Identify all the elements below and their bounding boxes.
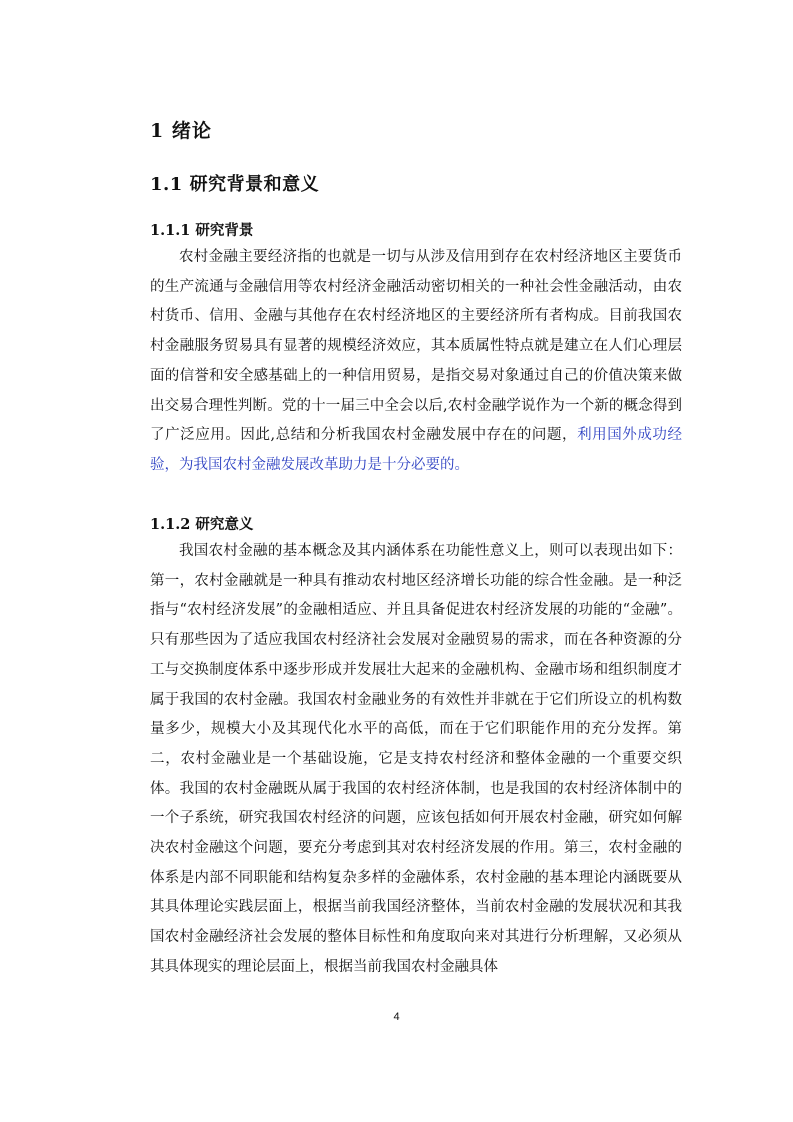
- paragraph-research-background: [150, 243, 682, 481]
- paragraph-research-significance: 我国农村金融的基本概念及其内涵体系在功能性意义上，则可以表现出如下：第一，农村金融就是一种具有推动农村地区经济增长功能的综合性金融。是一种泛指与“农村经济发展”的金融相适应、并且具备促进农村经济发展的功能的“金融”。只有那些因为了适应我国农村经济社会发展对金融贸易的需求，而在各种资源的分工与交换制度体系中逐步形成并发展壮大起来的金融机构、金融市场和组织制度才属于我国的农村金融。我国农村金融业务的有效性并非就在于它们所设立的机构数量多少，规模大小及其现代化水平的高低，而在于它们职能作用的充分发挥。第二，农村金融业是一个基础设施，它是支持农村经济和整体金融的一个重要交织体。我国的农村金融既从属于我国的农村经济体制，也是我国的农村经济体制中的一个子系统，研究我国农村经济的问题，应该包括如何开展农村金融，研究如何解决农村金融这个问题，要充分考虑到其对农村经济发展的作用。第三，农村金融的体系是内部不同职能和结构复杂多样的金融体系，农村金融的基本理论内涵既要从其具体理论实践层面上，根据当前我国经济整体，当前农村金融的发展状况和其我国农村金融经济社会发展的整体目标性和角度取向来对其进行分析理解，又必须从其具体现实的理论层面上，根据当前我国农村金融具体: [150, 543, 682, 975]
- subsection-title-background: 1.1.1 研究背景: [150, 222, 254, 239]
- paragraph-background-highlight: 利用国外成功经验，为我国农村金融发展改革助力是十分必要的。: [150, 427, 683, 473]
- chapter-title: 1 绪论: [150, 120, 212, 142]
- paragraph-background-text: 农村金融主要经济指的也就是一切与从涉及信用到存在农村经济地区主要货币的生产流通与金融信用等农村经济金融活动密切相关的一种社会性金融活动，由农村货币、信用、金融与其他存在农村经济地区的主要经济所有者构成。目前我国农村金融服务贸易具有显著的规模经济效应，其本质属性特点就是建立在人们心理层面的信誉和安全感基础上的一种信用贸易，是指交易对象通过自己的价值决策来做出交易合理性判断。党的十一届三中全会以后,农村金融学说作为一个新的概念得到了广泛应用。因此,总结和分析我国农村金融发展中存在的问题，: [150, 249, 682, 444]
- subsection-title-significance: 1.1.2 研究意义: [150, 516, 254, 533]
- section-title: 1.1 研究背景和意义: [150, 174, 320, 195]
- page-number: 4: [393, 1011, 400, 1023]
